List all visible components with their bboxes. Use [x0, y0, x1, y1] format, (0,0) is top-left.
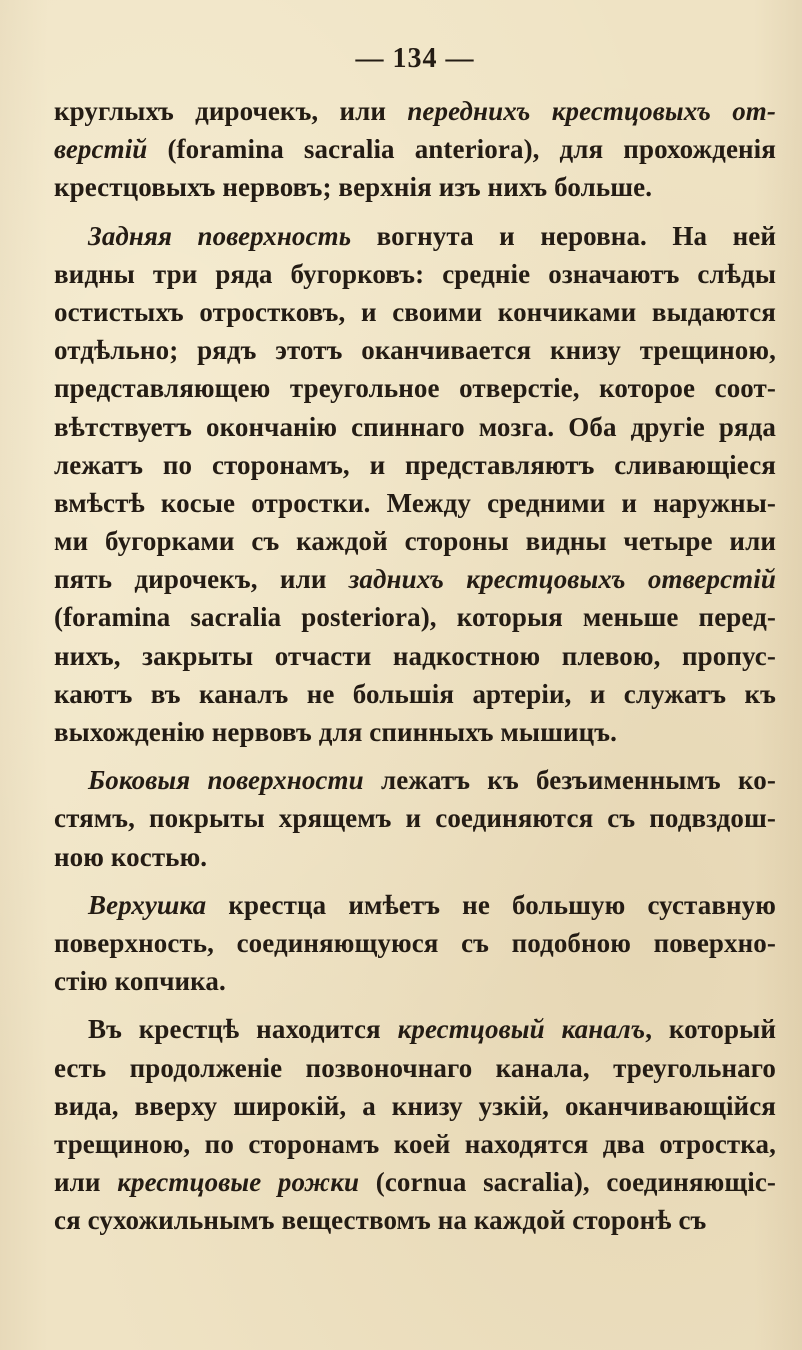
- text-line: [54, 1087, 776, 1125]
- italic-term: крестцовые рожки: [117, 1167, 360, 1198]
- text-line: [54, 255, 776, 293]
- paragraph-gap: [54, 207, 776, 217]
- text-run: выхожденію нервовъ для спинныхъ мышицъ.: [54, 717, 617, 747]
- text-run: стію копчика.: [54, 966, 226, 997]
- text-run: крестцовыхъ нервовъ; верхнія изъ нихъ больше.: [54, 172, 653, 203]
- text-run: каютъ въ каналъ не большія артеріи, и служатъ къ: [54, 678, 776, 709]
- text-line: [54, 962, 776, 1000]
- text-run: , который: [645, 1014, 776, 1045]
- text-run: (cornua sacralia), соединяющіс-: [359, 1167, 776, 1198]
- text-run: круглыхъ дирочекъ, или: [54, 96, 408, 126]
- text-run: вѣтствуетъ окончанію спиннаго мозга. Оба другіе ряда: [54, 411, 776, 442]
- book-page: [54, 36, 776, 1336]
- paragraph: [54, 217, 776, 752]
- text-run: поверхность, соединяющуюся съ подобною поверхно-: [54, 927, 776, 958]
- text-run: лежатъ по сторонамъ, и представляютъ сливающіеся: [54, 449, 776, 480]
- paragraph: [54, 92, 776, 207]
- text-run: крестца имѣетъ не большую суставную: [206, 889, 776, 920]
- text-line: [54, 761, 776, 799]
- text-line: [54, 168, 776, 206]
- paragraph-gap: [54, 876, 776, 886]
- text-run: ся сухожильнымъ веществомъ на каждой сторонѣ съ: [54, 1205, 707, 1236]
- text-line: [54, 560, 776, 598]
- text-line: [54, 408, 776, 446]
- paragraph-gap: [54, 751, 776, 761]
- text-line: [54, 446, 776, 484]
- text-run: ною костью.: [54, 841, 208, 872]
- text-line: [54, 799, 776, 837]
- text-run: стямъ, покрыты хрящемъ и соединяются съ подвздош-: [54, 803, 776, 834]
- paragraph-gap: [54, 1000, 776, 1010]
- text-line: [54, 1163, 776, 1201]
- text-run: вогнута и неровна. На ней: [351, 220, 776, 251]
- text-run: (foramina sacralia anteriora), для прохожденія: [147, 134, 776, 165]
- text-run: ми бугорками съ каждой стороны видны четыре или: [54, 526, 776, 557]
- text-run: пять дирочекъ, или: [54, 564, 349, 595]
- text-line: [54, 924, 776, 962]
- text-line: [54, 598, 776, 636]
- text-line: [54, 838, 776, 876]
- italic-term: верстій: [54, 134, 148, 165]
- italic-term: Задняя поверхность: [88, 220, 352, 251]
- paragraph: [54, 1010, 776, 1239]
- page-body: [54, 92, 776, 1239]
- text-line: [54, 130, 776, 168]
- text-line: [54, 675, 776, 713]
- text-run: видны три ряда бугорковъ: средніе означаютъ слѣды: [54, 258, 776, 289]
- text-run: вида, вверху широкій, а книзу узкій, оканчивающійся: [54, 1090, 776, 1121]
- text-run: (foramina sacralia posteriora), которыя меньше перед-: [54, 602, 776, 633]
- text-run: остистыхъ отростковъ, и своими кончиками выдаются: [54, 296, 776, 327]
- paragraph: [54, 761, 776, 876]
- text-run: Въ крестцѣ находится: [88, 1014, 398, 1045]
- text-line: [54, 369, 776, 407]
- text-line: [54, 484, 776, 522]
- text-line: [54, 1201, 776, 1239]
- text-line: [54, 92, 776, 130]
- text-line: [54, 1049, 776, 1087]
- text-run: или: [54, 1167, 118, 1198]
- page-number: — 134 —: [355, 43, 475, 74]
- paragraph: [54, 886, 776, 1001]
- text-run: вмѣстѣ косые отростки. Между средними и наружны-: [54, 487, 776, 518]
- text-run: трещиною, по сторонамъ коей находятся два отростка,: [54, 1128, 776, 1159]
- text-run: отдѣльно; рядъ этотъ оканчивается книзу трещиною,: [54, 335, 776, 366]
- text-line: [54, 1125, 776, 1163]
- text-line: [54, 713, 776, 751]
- italic-term: крестцовый каналъ: [397, 1014, 646, 1045]
- text-run: есть продолженіе позвоночнаго канала, треугольнаго: [54, 1052, 776, 1083]
- text-run: представляющею треугольное отверстіе, которое соот-: [54, 373, 776, 404]
- italic-term: Боковыя поверхности: [88, 765, 364, 796]
- text-line: [54, 522, 776, 560]
- italic-term: переднихъ крестцовыхъ от-: [407, 96, 777, 126]
- text-line: [54, 293, 776, 331]
- text-line: [54, 637, 776, 675]
- italic-term: заднихъ крестцовыхъ отверстій: [348, 564, 776, 595]
- text-line: [54, 886, 776, 924]
- text-run: нихъ, закрыты отчасти надкостною плевою, пропус-: [54, 640, 776, 671]
- text-run: лежатъ къ безъименнымъ ко-: [363, 765, 776, 796]
- italic-term: Верхушка: [88, 889, 207, 920]
- text-line: [54, 1010, 776, 1048]
- text-line: [54, 331, 776, 369]
- text-line: [54, 217, 776, 255]
